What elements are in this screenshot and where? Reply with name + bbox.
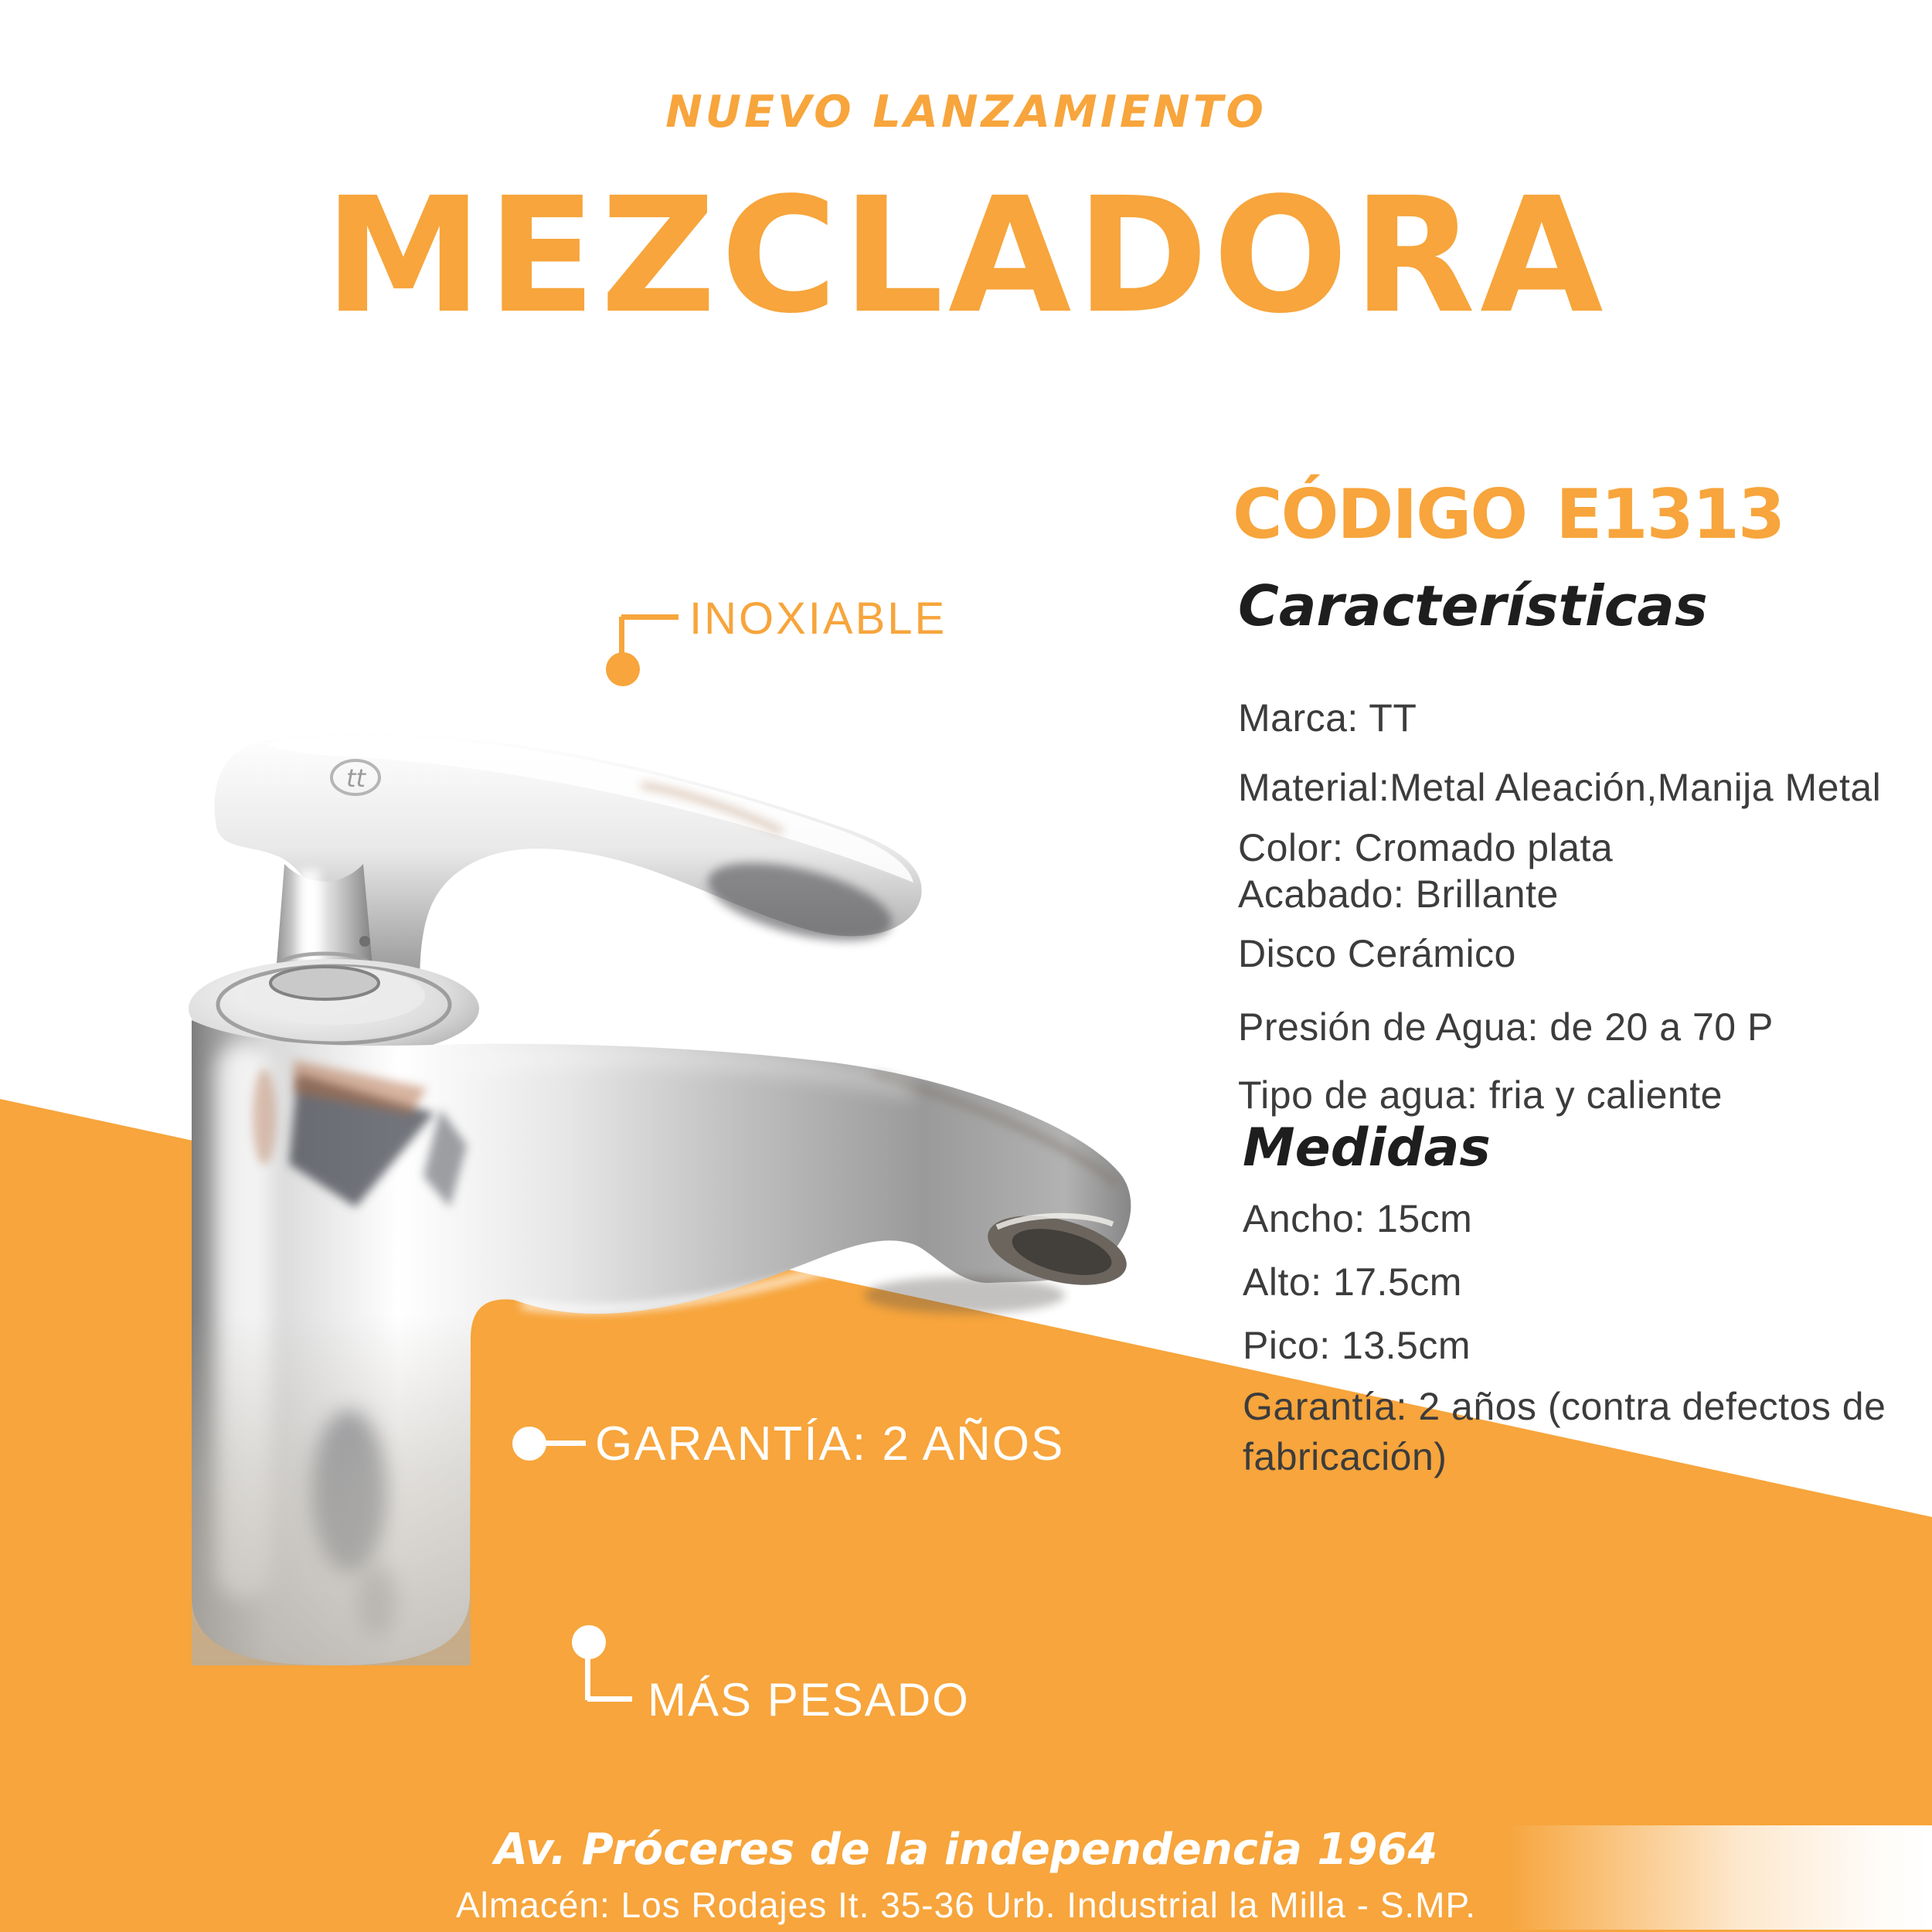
spec-disco: Disco Cerámico — [1238, 932, 1516, 975]
mas-pesado-callout-line-vertical — [585, 1657, 590, 1700]
medida-pico: Pico: 13.5cm — [1243, 1324, 1471, 1367]
spec-tipo-agua: Tipo de agua: fria y caliente — [1238, 1073, 1723, 1117]
garantia-label: GARANTÍA: 2 AÑOS — [595, 1417, 1065, 1471]
medida-alto: Alto: 17.5cm — [1243, 1260, 1462, 1304]
spec-color: Color: Cromado plata — [1238, 826, 1614, 869]
spec-acabado: Acabado: Brillante — [1238, 872, 1559, 916]
mas-pesado-label: MÁS PESADO — [648, 1674, 970, 1726]
product-code-value: E1313 — [1556, 474, 1784, 554]
mas-pesado-callout-line-horizontal — [587, 1696, 632, 1702]
inoxiable-callout-dot — [606, 652, 640, 686]
spout-tip-shadow — [864, 1277, 1065, 1314]
page-title: MEZCLADORA — [324, 163, 1608, 349]
inoxiable-callout-line-horizontal — [621, 614, 679, 620]
mas-pesado-callout-dot — [572, 1625, 606, 1659]
footer-warehouse: Almacén: Los Rodajes It. 35-36 Urb. Industrial la Milla - S.MP. — [455, 1885, 1477, 1925]
faucet-product-image — [100, 711, 1198, 1685]
product-code — [1233, 474, 1784, 554]
bottom-right-fade — [1505, 1825, 1932, 1930]
characteristics-heading: Características — [1238, 573, 1708, 638]
inoxiable-label: INOXIABLE — [689, 594, 947, 644]
spec-marca: Marca: TT — [1238, 696, 1417, 740]
medida-ancho: Ancho: 15cm — [1243, 1197, 1473, 1240]
product-code-label: CÓDIGO — [1233, 474, 1527, 554]
spec-presion: Presión de Agua: de 20 a 70 P — [1238, 1005, 1774, 1049]
kicker-text: NUEVO LANZAMIENTO — [665, 87, 1267, 138]
medida-garantia: Garantía: 2 años (contra defectos de fabricación) — [1243, 1385, 1886, 1478]
footer-address: Av. Próceres de la independencia 1964 — [494, 1825, 1438, 1875]
garantia-callout-dot — [512, 1427, 546, 1461]
inoxiable-callout-line-vertical — [619, 617, 624, 657]
medidas-heading: Medidas — [1243, 1117, 1491, 1179]
handle-logo-text: tt — [346, 764, 366, 793]
garantia-callout-line — [543, 1440, 586, 1446]
spec-material: Material:Metal Aleación,Manija Metal — [1238, 766, 1882, 809]
